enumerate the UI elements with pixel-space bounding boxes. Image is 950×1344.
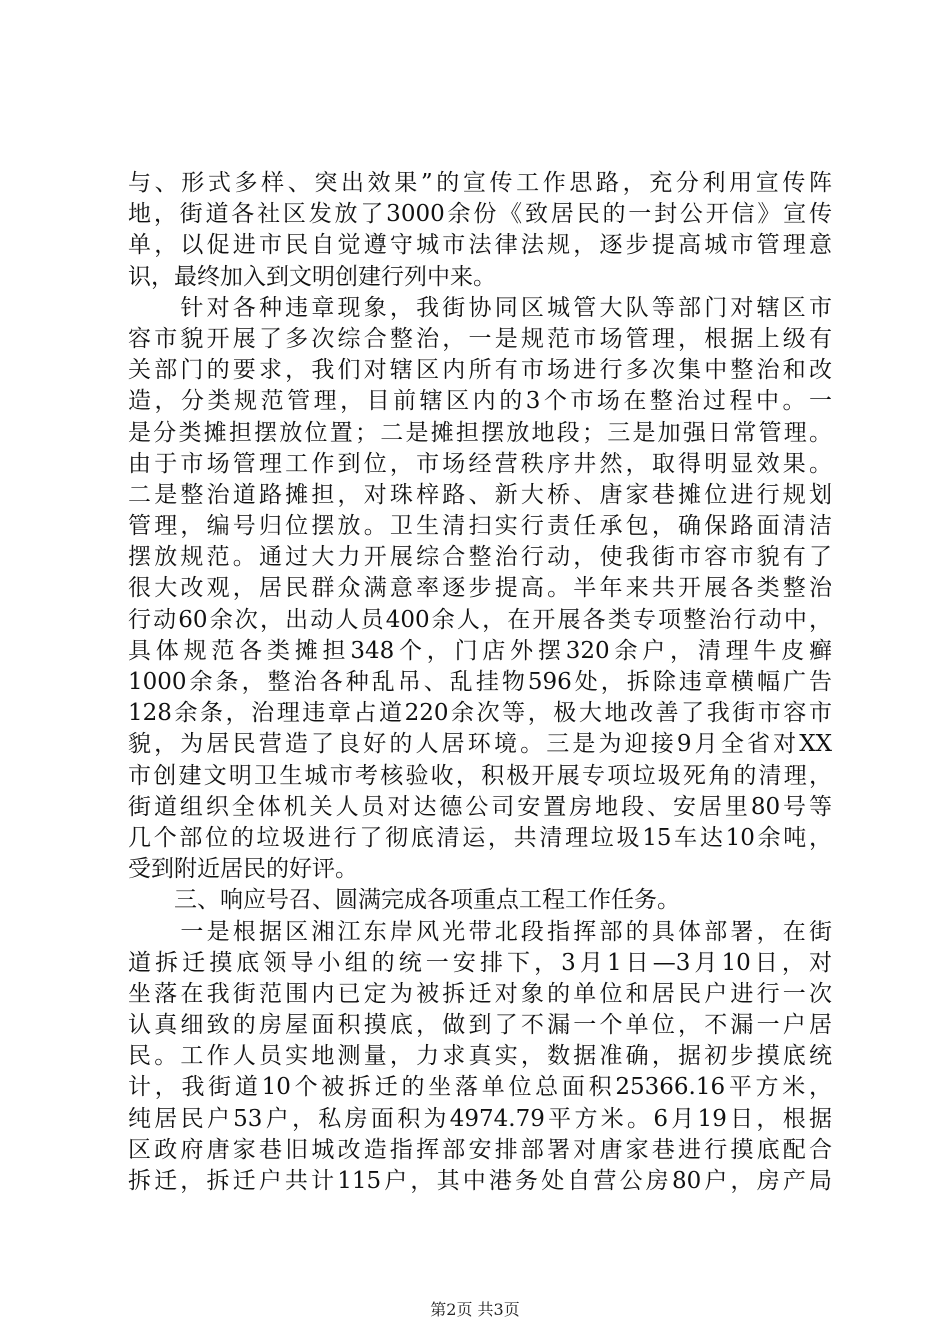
text-line: 128余条，治理违章占道220余次等，极大地改善了我街市容市 <box>128 700 832 727</box>
text-line: 拆迁，拆迁户共计115户，其中港务处自营公房80户，房产局 <box>128 1168 832 1194</box>
text-line: 二是整治道路摊担，对珠梓路、新大桥、唐家巷摊位进行规划 <box>128 481 832 508</box>
text-line: 貌，为居民营造了良好的人居环境。三是为迎接9月全省对XX <box>128 731 832 758</box>
text-line: 街道组织全体机关人员对达德公司安置房地段、安居里80号等 <box>128 793 832 820</box>
text-line: 识，最终加入到文明创建行列中来。 <box>128 263 496 290</box>
text-line: 一是根据区湘江东岸风光带北段指挥部的具体部署，在街 <box>128 918 832 945</box>
text-line: 受到附近居民的好评。 <box>128 856 358 883</box>
text-line: 由于市场管理工作到位，市场经营秩序井然，取得明显效果。 <box>128 450 832 477</box>
text-line: 1000余条，整治各种乱吊、乱挂物596处，拆除违章横幅广告 <box>128 669 832 695</box>
document-body <box>128 168 832 1197</box>
text-line: 认真细致的房屋面积摸底，做到了不漏一个单位，不漏一户居 <box>128 1012 832 1039</box>
text-line: 造，分类规范管理，目前辖区内的3个市场在整治过程中。一 <box>128 388 832 415</box>
text-line: 管理，编号归位摆放。卫生清扫实行责任承包，确保路面清洁 <box>128 513 832 540</box>
text-line: 市创建文明卫生城市考核验收，积极开展专项垃圾死角的清理， <box>128 762 832 789</box>
text-line: 计，我街道10个被拆迁的坐落单位总面积25366.16平方米， <box>128 1074 832 1101</box>
text-line: 摆放规范。通过大力开展综合整治行动，使我街市容市貌有了 <box>128 544 832 571</box>
text-line: 坐落在我街范围内已定为被拆迁对象的单位和居民户进行一次 <box>128 980 832 1007</box>
text-line: 区政府唐家巷旧城改造指挥部安排部署对唐家巷进行摸底配合 <box>128 1136 832 1163</box>
text-line: 三、响应号召、圆满完成各项重点工程工作任务。 <box>128 887 680 914</box>
text-line: 几个部位的垃圾进行了彻底清运，共清理垃圾15车达10余吨， <box>128 824 832 851</box>
text-line: 针对各种违章现象，我街协同区城管大队等部门对辖区市 <box>128 294 832 321</box>
text-line: 很大改观，居民群众满意率逐步提高。半年来共开展各类整治 <box>128 575 832 602</box>
text-line: 纯居民户53户，私房面积为4974.79平方米。6月19日，根据 <box>128 1105 832 1132</box>
text-line: 地，街道各社区发放了3000余份《致居民的一封公开信》宣传 <box>128 201 832 228</box>
text-line: 容市貌开展了多次综合整治，一是规范市场管理，根据上级有 <box>128 325 832 352</box>
text-line: 道拆迁摸底领导小组的统一安排下，3月1日—3月10日，对 <box>128 949 832 976</box>
text-line: 关部门的要求，我们对辖区内所有市场进行多次集中整治和改 <box>128 357 832 384</box>
text-line: 具体规范各类摊担348个，门店外摆320余户，清理牛皮癣 <box>128 637 832 664</box>
text-line: 单，以促进市民自觉遵守城市法律法规，逐步提高城市管理意 <box>128 232 832 259</box>
text-line: 行动60余次，出动人员400余人，在开展各类专项整治行动中， <box>128 606 832 633</box>
page-footer: 第2页 共3页 <box>430 1300 520 1319</box>
text-line: 是分类摊担摆放位置；二是摊担摆放地段；三是加强日常管理。 <box>128 419 832 446</box>
text-line: 民。工作人员实地测量，力求真实，数据准确，据初步摸底统 <box>128 1043 832 1070</box>
text-line: 与、形式多样、突出效果”的宣传工作思路，充分利用宣传阵 <box>128 170 832 196</box>
